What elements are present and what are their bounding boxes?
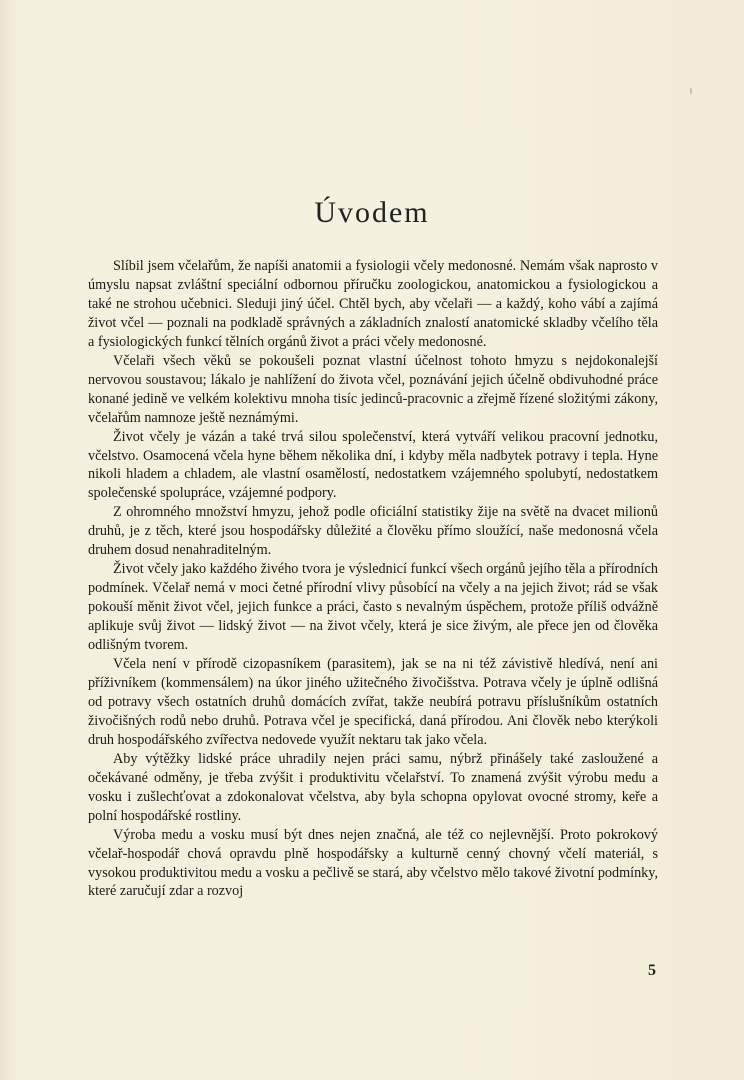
body-text bbox=[88, 257, 658, 901]
paper-mark bbox=[690, 88, 692, 94]
paragraph: Z ohromného množství hmyzu, jehož podle oficiální statistiky žije na světě na dvacet milionů druhů, je z těch, které jsou hospodářsky důležité a člověku přímo sloužící, naše medonosná včela druhem dosud nenahraditelným. bbox=[88, 504, 658, 559]
paragraph: Včela není v přírodě cizopasníkem (parasitem), jak se na ni též závistivě hledívá, není ani příživníkem (kommensálem) na úkor jiného užitečného živočišstva. Potrava včely je úplně odlišná od potravy všech ostatních druhů domácích zvířat, takže neubírá potravu příslušníkům ostatních živočišných rodů nebo druhů. Potrava včel je specifická, daná přírodou. Ani člověk nebo kterýkoli druh hospodářského zvířectva nedovede využít nektaru tak jako včela. bbox=[88, 656, 658, 748]
paragraph: Výroba medu a vosku musí být dnes nejen značná, ale též co nejlevnější. Proto pokrokový včelař-hospodář chová opravdu plně hospodářsky a kulturně cenný chovný včelí materiál, s vysokou produktivitou medu a vosku a pečlivě se stará, aby včelstvo mělo takové životní podmínky, které zaručují zdar a rozvoj bbox=[88, 826, 658, 900]
paragraph: Život včely je vázán a také trvá silou společenství, která vytváří velikou pracovní jednotku, včelstvo. Osamocená včela hyne během několika dní, i kdyby měla nadbytek potravy i tepla. Hyne nikoli hladem a chladem, ale vlastní osamělostí, nedostatkem vzájemného spolubytí, nedostatkem společenské spolupráce, vzájemné podpory. bbox=[88, 428, 658, 502]
paragraph: Aby výtěžky lidské práce uhradily nejen práci samu, nýbrž přinášely také zasloužené a očekávané odměny, je třeba zvýšit i produktivitu včelařství. To znamená zvýšit výrobu medu a vosku i zušlechťovat a zdokonalovat včelstva, aby byla schopna opylovat ovocné stromy, keře a polní hospodářské rostliny. bbox=[88, 750, 658, 824]
paragraph: Včelaři všech věků se pokoušeli poznat vlastní účelnost tohoto hmyzu s nejdokonalejší nervovou soustavou; lákalo je nahlížení do života včel, poznávání jejich účelně obdivuhodné práce konané jedině ve velkém kolektivu mnoha tisíc jedinců-pracovnic a zřejmě řízené složitými zákony, včelařům namnoze ještě neznámými. bbox=[88, 352, 658, 426]
paragraph: Slíbil jsem včelařům, že napíši anatomii a fysiologii včely medonosné. Nemám však naprosto v úmyslu napsat zvláštní speciální odbornou příručku zoologickou, anatomickou a fysiologickou a také ne strohou učebnici. Sleduji jiný účel. Chtěl bych, aby včelaři — a každý, koho vábí a zajímá život včel — poznali na podkladě správných a základních znalostí anatomické skladby včelího těla a fysiologických funkcí tělních orgánů život a práci včely medonosné. bbox=[88, 258, 658, 350]
page-number: 5 bbox=[648, 962, 656, 979]
paragraph: Život včely jako každého živého tvora je výslednicí funkcí všech orgánů jejího těla a přírodních podmínek. Včelař nemá v moci četné přírodní vlivy působící na včely a na jejich život; rád se však pokouší měnit život včel, jejich funkce a práci, často s nevalným úspěchem, protože příliš odvážně aplikuje svůj život — lidský život — na život včely, která je sice živým, ale přece jen od člověka odlišným tvorem. bbox=[88, 561, 658, 654]
page-title: Úvodem bbox=[314, 196, 430, 229]
